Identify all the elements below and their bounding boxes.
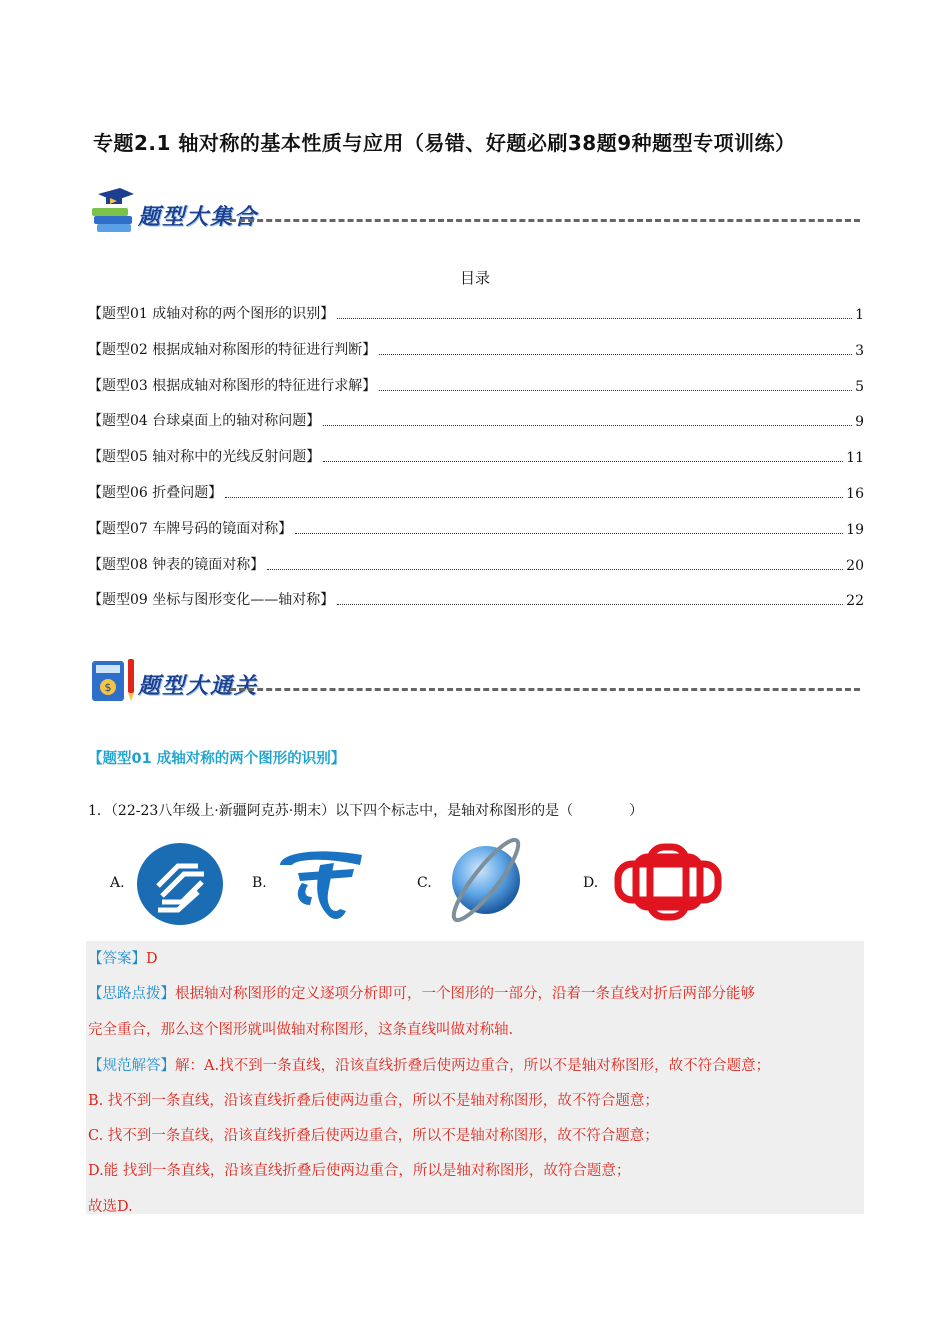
toc-item-label: 【题型01 成轴对称的两个图形的识别】 xyxy=(88,306,335,322)
svg-text:$: $ xyxy=(104,681,112,694)
banner-title: 题型大集合 xyxy=(138,204,259,230)
option-d-label: D. xyxy=(583,875,599,891)
toc-item[interactable] xyxy=(88,516,864,538)
toc-item-page: 20 xyxy=(846,558,864,574)
toc-leader-dots xyxy=(379,390,852,391)
banner-divider xyxy=(230,688,860,691)
banner-section-practice xyxy=(90,655,860,705)
toc-leader-dots xyxy=(337,604,843,605)
section-heading: 【题型01 成轴对称的两个图形的识别】 xyxy=(88,751,346,767)
toc-item[interactable] xyxy=(88,301,864,323)
toc-item-page: 11 xyxy=(846,450,864,466)
solution-tag: 【规范解答】 xyxy=(88,1058,175,1074)
option-b-label: B. xyxy=(252,875,267,891)
page-title: 专题2.1 轴对称的基本性质与应用（易错、好题必刷38题9种题型专项训练） xyxy=(93,131,796,155)
hint-line-2: 完全重合，那么这个图形就叫做轴对称图形，这条直线叫做对称轴. xyxy=(88,1022,514,1038)
option-a-label: A. xyxy=(110,875,125,891)
toc-item[interactable] xyxy=(88,337,864,359)
toc-item-page: 1 xyxy=(855,307,864,323)
toc-leader-dots xyxy=(337,318,852,319)
toc-item-label: 【题型04 台球桌面上的轴对称问题】 xyxy=(88,413,321,429)
toc-item-page: 9 xyxy=(855,414,864,430)
banner-section-collection xyxy=(90,186,860,236)
option-c-label: C. xyxy=(417,875,432,891)
toc-item-page: 22 xyxy=(846,593,864,609)
toc-item-page: 5 xyxy=(855,379,864,395)
toc-item-label: 【题型08 钟表的镜面对称】 xyxy=(88,557,265,573)
toc-item[interactable] xyxy=(88,480,864,502)
toc-item[interactable] xyxy=(88,408,864,430)
solution-line: D.能 找到一条直线，沿该直线折叠后使两边重合，所以是轴对称图形，故符合题意； xyxy=(88,1163,631,1179)
toc-heading: 目录 xyxy=(459,269,490,287)
china-unicom-knot-logo xyxy=(610,839,726,925)
toc-leader-dots xyxy=(379,354,852,355)
toc-item-page: 19 xyxy=(846,522,864,538)
toc-item[interactable] xyxy=(88,587,864,609)
toc-item-label: 【题型02 根据成轴对称图形的特征进行判断】 xyxy=(88,342,377,358)
toc-item-page: 16 xyxy=(846,486,864,502)
toc-item-page: 3 xyxy=(855,343,864,359)
toc-leader-dots xyxy=(295,533,843,534)
banner-title: 题型大通关 xyxy=(138,673,259,699)
banner-divider xyxy=(230,219,860,222)
toc-item-label: 【题型07 车牌号码的镜面对称】 xyxy=(88,521,293,537)
question-text: 1．（22-23八年级上·新疆阿克苏·期末）以下四个标志中，是轴对称图形的是（ ） xyxy=(88,803,644,819)
toc-item-label: 【题型09 坐标与图形变化——轴对称】 xyxy=(88,592,335,608)
toc-item[interactable] xyxy=(88,552,864,574)
toc-item[interactable] xyxy=(88,444,864,466)
toc-item-label: 【题型03 根据成轴对称图形的特征进行求解】 xyxy=(88,378,377,394)
book-stack-icon xyxy=(90,186,138,236)
hint-text: 根据轴对称图形的定义逐项分析即可，一个图形的一部分，沿着一条直线对折后两部分能够 xyxy=(175,986,755,1002)
toc-leader-dots xyxy=(323,425,852,426)
solution-line xyxy=(88,1054,770,1075)
hint-tag: 【思路点拨】 xyxy=(88,986,175,1002)
toc-item-label: 【题型05 轴对称中的光线反射问题】 xyxy=(88,449,321,465)
toc-leader-dots xyxy=(225,497,843,498)
answer-tag: 【答案】 xyxy=(88,951,146,967)
toc-leader-dots xyxy=(267,569,843,570)
calculator-icon xyxy=(90,655,138,705)
answer-value: D xyxy=(146,951,158,967)
solution-text: 解：A.找不到一条直线，沿该直线折叠后使两边重合，所以不是轴对称图形，故不符合题意； xyxy=(175,1058,771,1074)
hint-line xyxy=(88,982,755,1003)
china-telecom-logo xyxy=(276,843,366,923)
solution-line: C. 找不到一条直线，沿该直线折叠后使两边重合，所以不是轴对称图形，故不符合题意； xyxy=(88,1128,659,1144)
toc-item[interactable] xyxy=(88,373,864,395)
solution-line: 故选D. xyxy=(88,1199,133,1215)
planet-logo xyxy=(440,830,532,926)
answer-line xyxy=(88,947,158,968)
china-mobile-logo xyxy=(136,842,224,926)
toc-leader-dots xyxy=(323,461,843,462)
solution-line: B. 找不到一条直线，沿该直线折叠后使两边重合，所以不是轴对称图形，故不符合题意； xyxy=(88,1093,659,1109)
toc-item-label: 【题型06 折叠问题】 xyxy=(88,485,223,501)
